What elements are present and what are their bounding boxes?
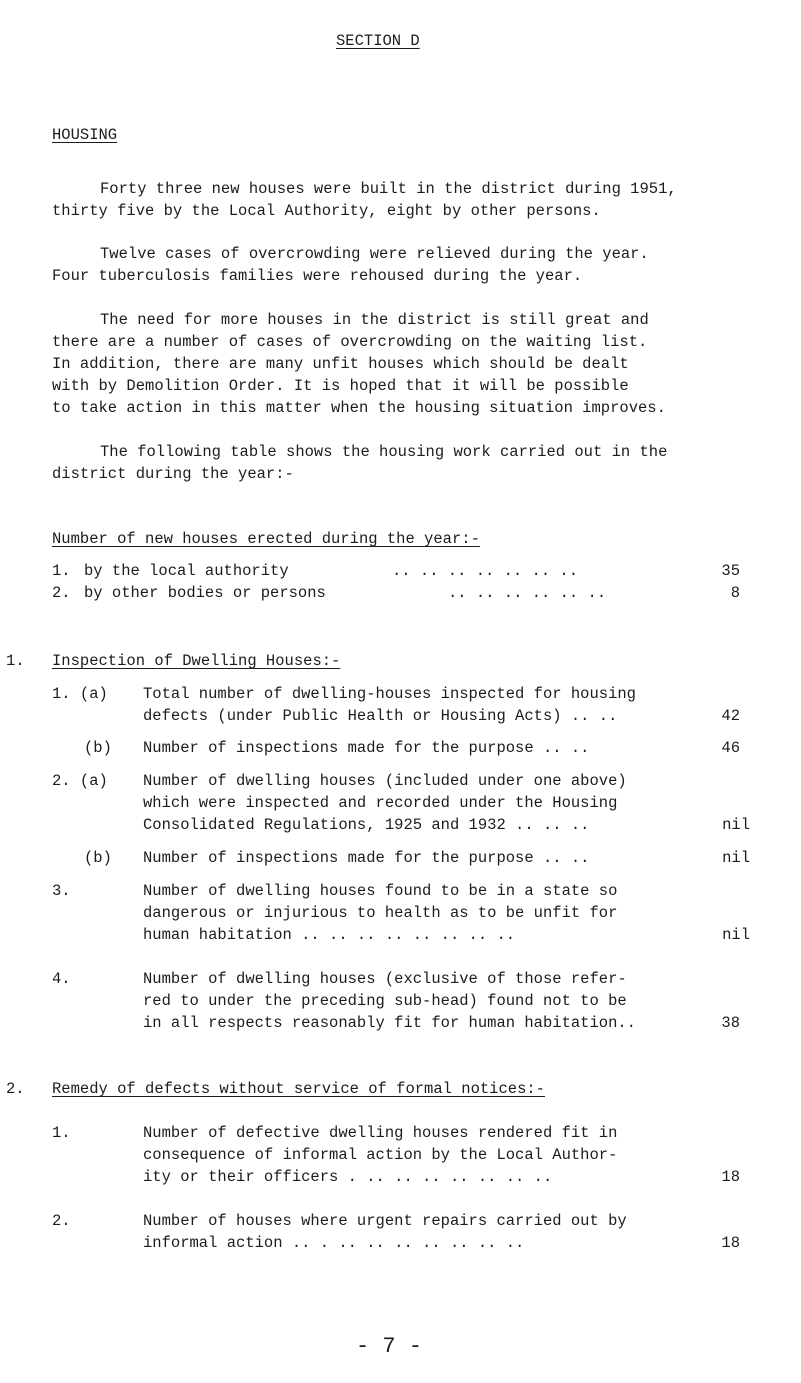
item-value: 42 [721,707,740,725]
paragraph-line: thirty five by the Local Authority, eight by other persons. [52,202,601,220]
item-line: Number of houses where urgent repairs carried out by [143,1212,627,1230]
item-line: in all respects reasonably fit for human habitation.. [143,1014,636,1032]
item-value: nil [722,926,750,944]
item-number: 2. (a) [52,772,108,790]
item-value: 38 [721,1014,740,1032]
item-value: 18 [721,1168,740,1186]
section-title: SECTION D [336,32,420,50]
item-number: 1. [52,562,71,580]
item-line: defects (under Public Health or Housing Acts) .. .. [143,707,618,725]
item-value: 8 [730,584,740,602]
paragraph-line: district during the year:- [52,465,294,483]
item-number: 3. [52,882,71,900]
item-line: consequence of informal action by the Local Author- [143,1146,618,1164]
dot-leader: .. .. .. .. .. .. .. [392,562,579,580]
item-number: (b) [84,849,112,867]
item-number: 4. [52,970,71,988]
paragraph-new-houses [52,178,752,222]
new-houses-title: Number of new houses erected during the year:- [52,530,480,548]
paragraph-need [52,309,752,419]
item-line: Number of inspections made for the purpose .. .. [143,849,590,867]
item-label: by the local authority [84,562,289,580]
paragraph-line: The need for more houses in the district is still great and [100,311,649,329]
inspection-title: Inspection of Dwelling Houses:- [52,652,341,670]
item-label: by other bodies or persons [84,584,326,602]
item-line: ity or their officers . .. .. .. .. .. .. .. [143,1168,553,1186]
item-line: dangerous or injurious to health as to be unfit for [143,904,618,922]
item-line: Number of inspections made for the purpose .. .. [143,739,590,757]
paragraph-line: The following table shows the housing work carried out in the [100,443,668,461]
item-number: 2. [52,584,71,602]
item-value: nil [722,849,750,867]
item-line: Number of dwelling houses (included under one above) [143,772,627,790]
item-value: 18 [721,1234,740,1252]
item-line: Number of defective dwelling houses rendered fit in [143,1124,618,1142]
paragraph-line: there are a number of cases of overcrowding on the waiting list. [52,333,648,351]
page-number: - 7 - [356,1334,423,1359]
paragraph-line: Four tuberculosis families were rehoused during the year. [52,267,583,285]
paragraph-line: Forty three new houses were built in the district during 1951, [100,180,677,198]
remedy-title: Remedy of defects without service of formal notices:- [52,1080,545,1098]
item-value: 46 [721,739,740,757]
item-number: (b) [84,739,112,757]
paragraph-following [52,441,752,485]
page-heading: HOUSING [52,126,118,144]
item-line: Total number of dwelling-houses inspected for housing [143,685,636,703]
item-line: Number of dwelling houses (exclusive of those refer- [143,970,627,988]
item-line: human habitation .. .. .. .. .. .. .. .. [143,926,516,944]
paragraph-line: In addition, there are many unfit houses which should be dealt [52,355,629,373]
item-number: 1. (a) [52,685,108,703]
item-line: which were inspected and recorded under the Housing [143,794,618,812]
item-value: nil [722,816,750,834]
section-number: 1. [6,652,25,670]
paragraph-overcrowding [52,243,752,287]
item-line: informal action .. . .. .. .. .. .. .. .. [143,1234,525,1252]
item-number: 2. [52,1212,71,1230]
paragraph-line: Twelve cases of overcrowding were relieved during the year. [100,245,649,263]
item-value: 35 [721,562,740,580]
paragraph-line: to take action in this matter when the housing situation improves. [52,399,666,417]
item-line: Consolidated Regulations, 1925 and 1932 .. .. .. [143,816,590,834]
item-number: 1. [52,1124,71,1142]
dot-leader: .. .. .. .. .. .. [448,584,607,602]
section-number: 2. [6,1080,25,1098]
item-line: Number of dwelling houses found to be in a state so [143,882,618,900]
paragraph-line: with by Demolition Order. It is hoped that it will be possible [52,377,629,395]
item-line: red to under the preceding sub-head) found not to be [143,992,627,1010]
